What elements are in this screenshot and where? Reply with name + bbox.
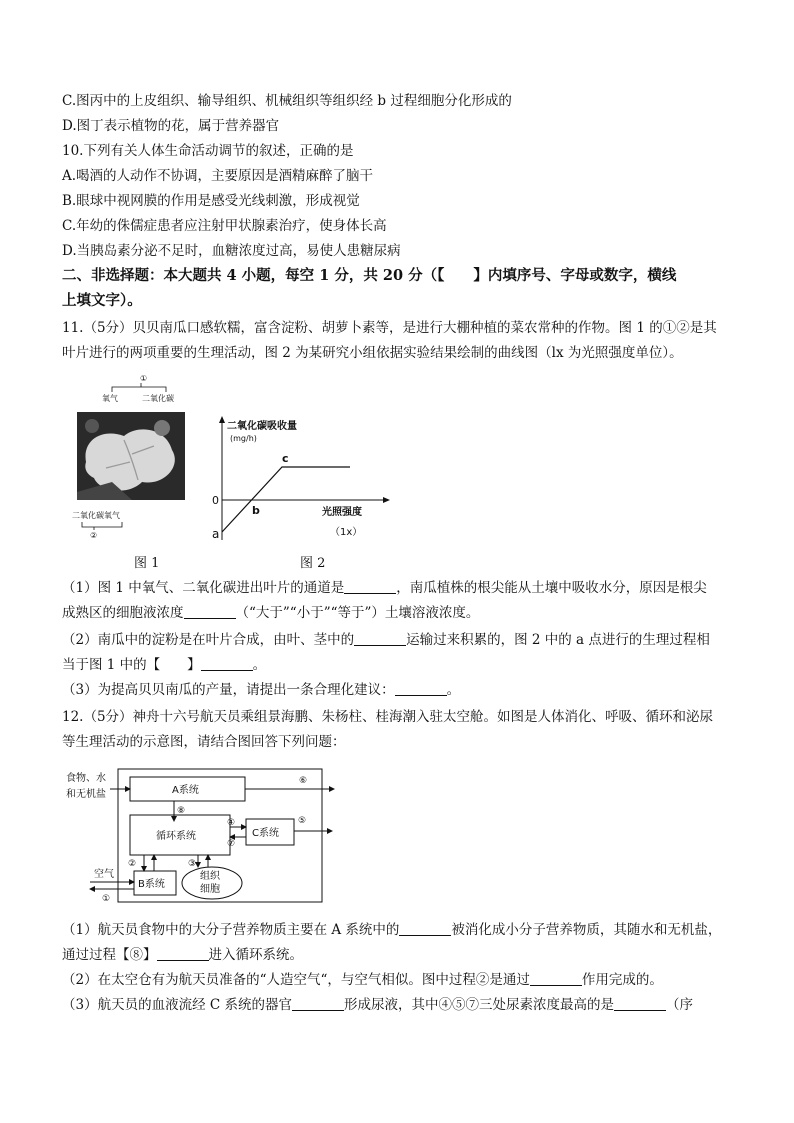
diagram-n2: ② — [128, 859, 137, 869]
fig1-circle-top: ① — [140, 374, 148, 383]
diagram-n8: ⑧ — [177, 806, 186, 816]
answer-blank[interactable] — [157, 946, 209, 961]
fig2-ylabel: 二氧化碳吸收量 — [227, 421, 297, 432]
section-2-heading: 二、非选择题：本大题共 4 小题，每空 1 分，共 20 分（【 】内填序号、字母或数字，横线 — [62, 267, 677, 284]
answer-blank[interactable] — [344, 579, 396, 594]
diagram-n3: ③ — [188, 859, 197, 869]
figure-2-caption: 图 2 — [300, 556, 326, 571]
q10-option-a: A.喝酒的人动作不协调，主要原因是酒精麻醉了脑干 — [62, 168, 374, 184]
answer-blank[interactable] — [184, 604, 236, 619]
diagram-food-label: 食物、水 — [66, 773, 106, 784]
question-11-stem-cont: 叶片进行的两项重要的生理活动，图 2 为某研究小组依据实验结果绘制的曲线图（lx 为光照强度单位）。 — [62, 345, 683, 361]
fig1-top-oxygen: 氧气 — [102, 394, 118, 403]
diagram-n5: ⑤ — [298, 816, 307, 826]
q10-option-d: D.当胰岛素分泌不足时，血糖浓度过高，易使人患糖尿病 — [62, 243, 401, 259]
diagram-n1: ① — [102, 894, 111, 904]
q11-part3-line: （3）为提高贝贝南瓜的产量，请提出一条合理化建议： 。 — [62, 682, 461, 698]
q12-part3-line: （3）航天员的血液流经 C 系统的器官 形成尿液，其中④⑤⑦三处尿素浓度最高的是 （序 — [62, 997, 694, 1013]
diagram-salt-label: 和无机盐 — [66, 789, 106, 800]
fig1-bottom-co2: 二氧化碳 — [72, 511, 104, 520]
diagram-tissue-1: 组织 — [200, 871, 220, 882]
question-12-stem: 12.（5分）神舟十六号航天员乘组景海鹏、朱杨柱、桂海潮入驻太空舱。如图是人体消化、呼吸、循环和泌尿 — [62, 709, 714, 725]
option-d-line: D.图丁表示植物的花，属于营养器官 — [62, 118, 280, 134]
diagram-circulation: 循环系统 — [156, 831, 196, 842]
q11-part2-line2: 当于图 1 中的【 】 。 — [62, 657, 267, 673]
answer-blank[interactable] — [395, 681, 447, 696]
q11-part2-line1: （2）南瓜中的淀粉是在叶片合成，由叶、茎中的 运输过来积累的，图 2 中的 a 点进行的生理过程相 — [62, 632, 710, 648]
diagram-c-system: C系统 — [252, 828, 279, 839]
fig2-point-b: b — [252, 504, 260, 517]
question-11-stem: 11.（5分）贝贝南瓜口感软糯，富含淀粉、胡萝卜素等，是进行大棚种植的菜农常种的作物。图 1 的①②是其 — [62, 320, 717, 336]
figure-2-curve — [200, 410, 400, 542]
fig1-top-co2: 二氧化碳 — [142, 394, 174, 403]
q10-option-b: B.眼球中视网膜的作用是感受光线刺激，形成视觉 — [62, 193, 360, 209]
figure-body-systems — [62, 765, 352, 905]
figure-1-caption: 图 1 — [134, 556, 160, 571]
question-12-stem-cont: 等生理活动的示意图，请结合图回答下列问题： — [62, 734, 346, 750]
fig1-bottom-oxygen: 氧气 — [104, 511, 120, 520]
diagram-n4: ④ — [227, 818, 236, 828]
fig2-xlabel: 光照强度 — [322, 507, 362, 518]
diagram-tissue-2: 细胞 — [200, 884, 220, 895]
diagram-air: 空气 — [94, 869, 114, 880]
q12-part1-line1: （1）航天员食物中的大分子营养物质主要在 A 系统中的 被消化成小分子营养物质，其随水和无机盐， — [62, 922, 722, 938]
q12-part1-line2: 通过过程【⑧】 进入循环系统。 — [62, 947, 303, 963]
q12-part2-line: （2）在太空仓有为航天员准备的“人造空气“，与空气相似。图中过程②是通过 作用完成的。 — [62, 972, 663, 988]
fig1-circle-bottom: ② — [90, 531, 98, 540]
fig2-point-a: a — [212, 527, 220, 541]
question-10-stem: 10.下列有关人体生命活动调节的叙述，正确的是 — [62, 143, 354, 159]
diagram-a-system: A系统 — [172, 785, 199, 796]
diagram-n6: ⑥ — [299, 776, 308, 786]
answer-blank[interactable] — [354, 631, 406, 646]
section-2-heading-cont: 上填文字）。 — [62, 292, 142, 309]
option-c-line: C.图丙中的上皮组织、输导组织、机械组织等组织经 b 过程细胞分化形成的 — [62, 93, 512, 109]
fig2-xunit: （1x） — [330, 527, 363, 538]
diagram-n7: ⑦ — [227, 839, 236, 849]
figure-1-leaf — [72, 370, 187, 540]
q11-part1-line1: （1）图 1 中氧气、二氧化碳进出叶片的通道是 ，南瓜植株的根尖能从土壤中吸收水分，原因是根尖 — [62, 580, 707, 596]
fig2-yunit: (mg/h) — [230, 434, 257, 443]
answer-blank[interactable] — [614, 996, 666, 1011]
q10-option-c: C.年幼的侏儒症患者应注射甲状腺素治疗，使身体长高 — [62, 218, 387, 234]
fig2-point-c: c — [282, 452, 289, 465]
q11-part1-line2: 成熟区的细胞液浓度 （“大于”“小于”“等于”）土壤溶液浓度。 — [62, 605, 480, 621]
answer-blank[interactable] — [399, 921, 451, 936]
answer-blank[interactable] — [201, 656, 253, 671]
answer-blank[interactable] — [530, 971, 582, 986]
fig2-zero: 0 — [212, 494, 219, 507]
answer-blank[interactable] — [292, 996, 344, 1011]
diagram-b-system: B系统 — [138, 879, 165, 890]
